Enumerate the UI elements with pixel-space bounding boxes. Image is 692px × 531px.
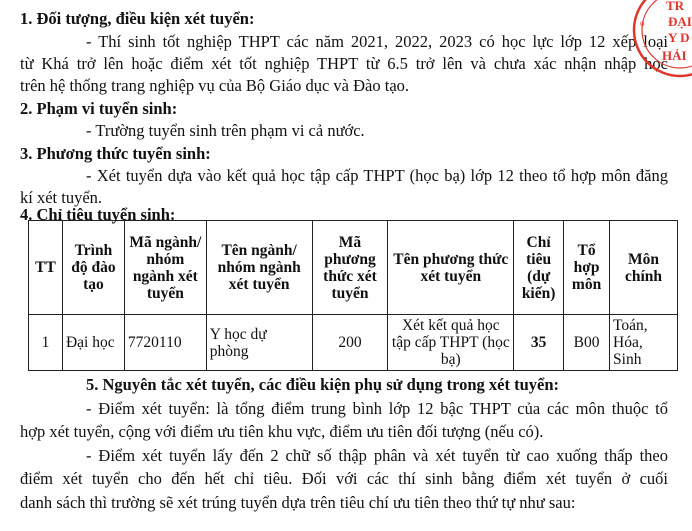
header-main: Môn chính (610, 221, 678, 315)
cell-main: Toán, Hóa, Sinh (610, 315, 678, 371)
cell-code: 7720110 (124, 315, 206, 371)
header-combo: Tổ hợp môn (564, 221, 610, 315)
section-5-line-3: - Điểm xét tuyển lấy đến 2 chữ số thập phân và xét tuyển từ cao xuống thấp theo (86, 446, 668, 465)
section-1-line-2: từ Khá trở lên hoặc điểm xét tốt nghiệp THPT từ 6.5 trở lên và chưa xác nhận nhập học (20, 54, 668, 73)
official-stamp-seal (618, 0, 692, 92)
section-5-line-4: điểm xét tuyển cho đến hết chỉ tiêu. Đối với các thí sinh bằng điểm xét tuyển ở cuối (20, 469, 668, 488)
section-5-line-1: - Điểm xét tuyển: là tổng điểm trung bình lớp 12 bậc THPT của các môn thuộc tổ (86, 399, 668, 418)
section-1-line-3: trên hệ thống trang nghiệp vụ của Bộ Giáo dục và Đào tạo. (20, 76, 410, 95)
cell-name: Y học dự phòng (206, 315, 312, 371)
stamp-text-4: HẢI (662, 48, 687, 63)
section-2-heading: 2. Phạm vi tuyển sinh: (20, 99, 178, 118)
section-3-heading: 3. Phương thức tuyển sinh: (20, 144, 211, 163)
cell-method-code: 200 (312, 315, 388, 371)
section-5-line-2: hợp xét tuyển, cộng với điểm ưu tiên khu vực, điểm ưu tiên đối tượng (nếu có). (20, 422, 544, 441)
header-name: Tên ngành/ nhóm ngành xét tuyển (206, 221, 312, 315)
section-3-line-2: kí xét tuyển. (20, 188, 103, 207)
header-method-code: Mã phương thức xét tuyển (312, 221, 388, 315)
section-1-line-1: - Thí sinh tốt nghiệp THPT các năm 2021, 2022, 2023 có học lực lớp 12 xếp loại (86, 32, 668, 51)
quota-table (28, 220, 678, 371)
header-quota: Chỉ tiêu (dự kiến) (514, 221, 564, 315)
stamp-text-2: ĐẠI (668, 14, 692, 29)
header-code: Mã ngành/ nhóm ngành xét tuyển (124, 221, 206, 315)
header-method-name: Tên phương thức xét tuyển (388, 221, 514, 315)
section-5-line-5: danh sách thì trường sẽ xét trúng tuyển dựa trên tiêu chí ưu tiên theo thứ tự như sau: (20, 493, 576, 512)
section-4-heading: 4. Chỉ tiêu tuyển sinh: (20, 205, 176, 224)
cell-tt: 1 (29, 315, 63, 371)
section-1-heading: 1. Đối tượng, điều kiện xét tuyển: (20, 9, 255, 28)
stamp-text-1: TR (666, 0, 685, 13)
cell-method-name: Xét kết quả học tập cấp THPT (học bạ) (388, 315, 514, 371)
section-5-heading: 5. Nguyên tắc xét tuyển, các điều kiện phụ sử dụng trong xét tuyển: (86, 375, 560, 394)
header-level: Trình độ đào tạo (62, 221, 124, 315)
cell-combo: B00 (564, 315, 610, 371)
table-header-row (29, 221, 678, 315)
cell-level: Đại học (62, 315, 124, 371)
cell-quota: 35 (514, 315, 564, 371)
stamp-text-3: Y D (668, 30, 690, 45)
section-3-line-1: - Xét tuyển dựa vào kết quả học tập cấp THPT (học bạ) lớp 12 theo tổ hợp môn đăng (86, 166, 668, 185)
table-row (29, 315, 678, 371)
stamp-ring-text: o (640, 18, 645, 28)
section-2-line-1: - Trường tuyển sinh trên phạm vi cả nước. (86, 121, 365, 140)
header-tt: TT (29, 221, 63, 315)
